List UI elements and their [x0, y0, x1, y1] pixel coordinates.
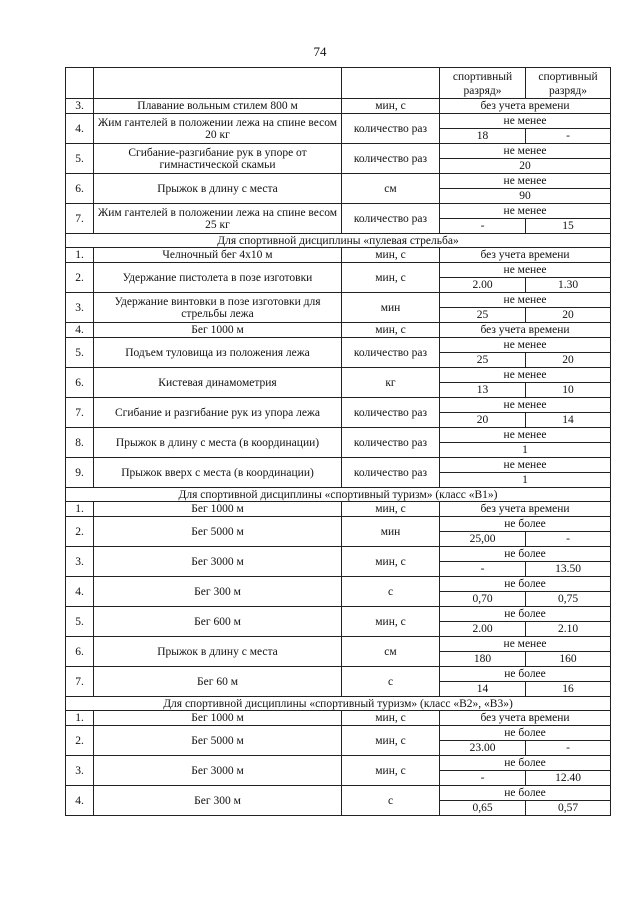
unit-cell: мин, с	[342, 248, 440, 263]
value-discharge-b: 1.30	[526, 278, 611, 293]
row-number: 5.	[66, 607, 94, 637]
row-number: 2.	[66, 726, 94, 756]
row-number: 1.	[66, 711, 94, 726]
value-merged: 1	[440, 473, 611, 488]
section-header-row	[66, 697, 611, 711]
row-number: 5.	[66, 338, 94, 368]
value-discharge-a: 25	[440, 308, 526, 323]
exercise-name: Бег 600 м	[94, 607, 342, 637]
unit-cell: с	[342, 786, 440, 816]
value-discharge-b: 2.10	[526, 622, 611, 637]
standard-condition: не менее	[440, 458, 611, 473]
value-discharge-a: 25,00	[440, 532, 526, 547]
value-discharge-b: 14	[526, 413, 611, 428]
standard-condition: не менее	[440, 428, 611, 443]
exercise-name: Прыжок в длину с места (в координации)	[94, 428, 342, 458]
value-merged: 1	[440, 443, 611, 458]
row-number: 2.	[66, 517, 94, 547]
unit-cell: мин, с	[342, 711, 440, 726]
row-number: 6.	[66, 368, 94, 398]
table-row	[66, 144, 611, 159]
row-number: 1.	[66, 502, 94, 517]
row-number: 7.	[66, 667, 94, 697]
table-row	[66, 667, 611, 682]
exercise-name: Бег 5000 м	[94, 726, 342, 756]
standard-condition: не менее	[440, 263, 611, 278]
table-row	[66, 323, 611, 338]
value-discharge-b: 15	[526, 219, 611, 234]
unit-cell: мин	[342, 293, 440, 323]
standard-condition: не более	[440, 607, 611, 622]
table-row	[66, 338, 611, 353]
row-number: 1.	[66, 248, 94, 263]
exercise-name: Кистевая динамометрия	[94, 368, 342, 398]
standard-condition: не более	[440, 577, 611, 592]
unit-cell: количество раз	[342, 458, 440, 488]
row-number: 5.	[66, 144, 94, 174]
standard-condition: не более	[440, 547, 611, 562]
exercise-name: Бег 1000 м	[94, 711, 342, 726]
exercise-name: Удержание пистолета в позе изготовки	[94, 263, 342, 293]
unit-cell: мин, с	[342, 726, 440, 756]
value-discharge-b: -	[526, 532, 611, 547]
value-discharge-a: 14	[440, 682, 526, 697]
row-number: 4.	[66, 786, 94, 816]
value-merged: 20	[440, 159, 611, 174]
value-discharge-b: 10	[526, 383, 611, 398]
value-discharge-a: 2.00	[440, 622, 526, 637]
unit-cell: количество раз	[342, 114, 440, 144]
section-title: Для спортивной дисциплины «спортивный туризм» (класс «В1»)	[66, 488, 611, 502]
unit-cell: с	[342, 667, 440, 697]
unit-cell: количество раз	[342, 204, 440, 234]
unit-cell: см	[342, 637, 440, 667]
table-row	[66, 756, 611, 771]
exercise-name: Бег 3000 м	[94, 756, 342, 786]
row-number: 4.	[66, 577, 94, 607]
table-row	[66, 398, 611, 413]
exercise-name: Прыжок в длину с места	[94, 174, 342, 204]
unit-cell: мин, с	[342, 263, 440, 293]
row-number: 7.	[66, 398, 94, 428]
table-row	[66, 428, 611, 443]
value-discharge-b: -	[526, 129, 611, 144]
value-discharge-a: 180	[440, 652, 526, 667]
standard-condition: не более	[440, 726, 611, 741]
table-row	[66, 174, 611, 189]
value-discharge-a: 25	[440, 353, 526, 368]
row-number: 3.	[66, 756, 94, 786]
exercise-name: Сгибание-разгибание рук в упоре от гимнастической скамьи	[94, 144, 342, 174]
exercise-name: Бег 5000 м	[94, 517, 342, 547]
table-row	[66, 204, 611, 219]
row-number: 9.	[66, 458, 94, 488]
unit-cell: кг	[342, 368, 440, 398]
value-discharge-a: 2.00	[440, 278, 526, 293]
standard-condition: не менее	[440, 144, 611, 159]
table-row	[66, 607, 611, 622]
standards-table	[65, 67, 611, 816]
standard-condition: не более	[440, 756, 611, 771]
row-number: 8.	[66, 428, 94, 458]
value-discharge-b: 160	[526, 652, 611, 667]
section-header-row	[66, 234, 611, 248]
exercise-name: Удержание винтовки в позе изготовки для стрельбы лежа	[94, 293, 342, 323]
standard-note: без учета времени	[440, 248, 611, 263]
unit-cell: мин, с	[342, 99, 440, 114]
value-discharge-b: 20	[526, 353, 611, 368]
standards-table-container	[65, 67, 610, 816]
table-row	[66, 726, 611, 741]
table-row	[66, 786, 611, 801]
row-number: 2.	[66, 263, 94, 293]
unit-cell: количество раз	[342, 428, 440, 458]
exercise-name: Челночный бег 4x10 м	[94, 248, 342, 263]
unit-cell: с	[342, 577, 440, 607]
table-row	[66, 248, 611, 263]
standard-condition: не более	[440, 667, 611, 682]
standard-condition: не менее	[440, 637, 611, 652]
value-discharge-a: 0,65	[440, 801, 526, 816]
standard-condition: не менее	[440, 293, 611, 308]
value-discharge-b: 16	[526, 682, 611, 697]
page-number: 74	[313, 44, 327, 59]
exercise-name: Прыжок вверх с места (в координации)	[94, 458, 342, 488]
value-discharge-b: -	[526, 741, 611, 756]
exercise-name: Прыжок в длину с места	[94, 637, 342, 667]
exercise-name: Бег 3000 м	[94, 547, 342, 577]
value-discharge-b: 20	[526, 308, 611, 323]
standard-note: без учета времени	[440, 502, 611, 517]
standard-note: без учета времени	[440, 99, 611, 114]
unit-cell: количество раз	[342, 398, 440, 428]
exercise-name: Плавание вольным стилем 800 м	[94, 99, 342, 114]
table-row	[66, 637, 611, 652]
value-discharge-a: 13	[440, 383, 526, 398]
table-header-row	[66, 68, 611, 99]
row-number: 3.	[66, 99, 94, 114]
value-discharge-a: -	[440, 562, 526, 577]
standard-condition: не менее	[440, 368, 611, 383]
unit-cell: мин, с	[342, 756, 440, 786]
table-row	[66, 263, 611, 278]
unit-cell: мин, с	[342, 607, 440, 637]
header-discharge-b: спортивный разряд»	[526, 68, 611, 99]
row-number: 6.	[66, 637, 94, 667]
table-row	[66, 577, 611, 592]
table-row	[66, 114, 611, 129]
table-row	[66, 368, 611, 383]
table-row	[66, 517, 611, 532]
unit-cell: количество раз	[342, 144, 440, 174]
unit-cell: мин, с	[342, 502, 440, 517]
standard-condition: не менее	[440, 114, 611, 129]
standard-condition: не менее	[440, 398, 611, 413]
unit-cell: мин	[342, 517, 440, 547]
value-discharge-a: -	[440, 771, 526, 786]
exercise-name: Бег 1000 м	[94, 323, 342, 338]
table-row	[66, 99, 611, 114]
standard-condition: не более	[440, 517, 611, 532]
table-row	[66, 293, 611, 308]
value-discharge-b: 0,75	[526, 592, 611, 607]
row-number: 7.	[66, 204, 94, 234]
value-discharge-a: 20	[440, 413, 526, 428]
section-title: Для спортивной дисциплины «спортивный туризм» (класс «В2», «В3»)	[66, 697, 611, 711]
row-number: 6.	[66, 174, 94, 204]
unit-cell: мин, с	[342, 547, 440, 577]
table-row	[66, 547, 611, 562]
unit-cell: количество раз	[342, 338, 440, 368]
section-header-row	[66, 488, 611, 502]
unit-cell: см	[342, 174, 440, 204]
unit-cell: мин, с	[342, 323, 440, 338]
header-name-cell	[94, 68, 342, 99]
value-discharge-a: 0,70	[440, 592, 526, 607]
value-merged: 90	[440, 189, 611, 204]
exercise-name: Бег 60 м	[94, 667, 342, 697]
exercise-name: Подъем туловища из положения лежа	[94, 338, 342, 368]
standard-condition: не менее	[440, 174, 611, 189]
exercise-name: Жим гантелей в положении лежа на спине весом 20 кг	[94, 114, 342, 144]
exercise-name: Жим гантелей в положении лежа на спине весом 25 кг	[94, 204, 342, 234]
exercise-name: Бег 300 м	[94, 577, 342, 607]
standard-note: без учета времени	[440, 711, 611, 726]
section-title: Для спортивной дисциплины «пулевая стрельба»	[66, 234, 611, 248]
value-discharge-b: 12.40	[526, 771, 611, 786]
value-discharge-b: 13.50	[526, 562, 611, 577]
table-row	[66, 711, 611, 726]
exercise-name: Бег 300 м	[94, 786, 342, 816]
value-discharge-a: 18	[440, 129, 526, 144]
table-row	[66, 502, 611, 517]
exercise-name: Бег 1000 м	[94, 502, 342, 517]
row-number: 3.	[66, 293, 94, 323]
exercise-name: Сгибание и разгибание рук из упора лежа	[94, 398, 342, 428]
value-discharge-b: 0,57	[526, 801, 611, 816]
standard-note: без учета времени	[440, 323, 611, 338]
value-discharge-a: -	[440, 219, 526, 234]
value-discharge-a: 23.00	[440, 741, 526, 756]
standard-condition: не более	[440, 786, 611, 801]
table-row	[66, 458, 611, 473]
standard-condition: не менее	[440, 204, 611, 219]
header-discharge-a: спортивный разряд»	[440, 68, 526, 99]
row-number: 3.	[66, 547, 94, 577]
row-number: 4.	[66, 114, 94, 144]
header-unit-cell	[342, 68, 440, 99]
header-num-cell	[66, 68, 94, 99]
standard-condition: не менее	[440, 338, 611, 353]
row-number: 4.	[66, 323, 94, 338]
